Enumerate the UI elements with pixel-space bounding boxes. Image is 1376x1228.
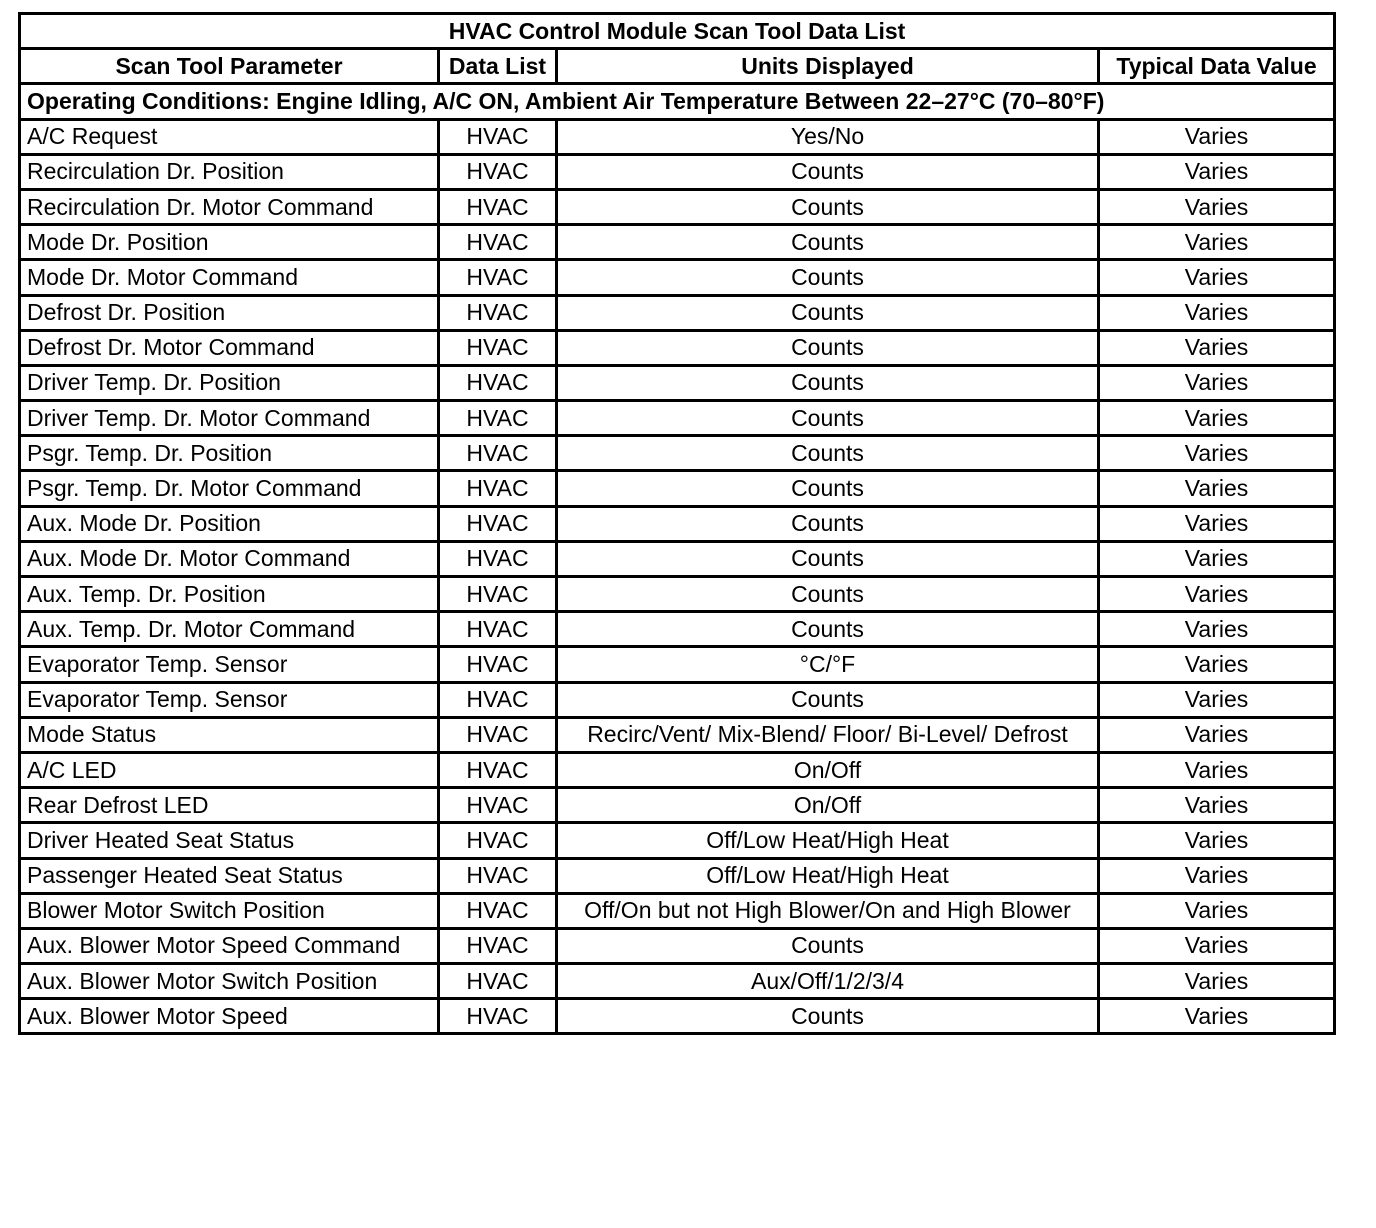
cell-data-list: HVAC	[439, 541, 557, 576]
cell-typical-value: Varies	[1099, 154, 1335, 189]
table-row	[20, 964, 1335, 999]
cell-data-list: HVAC	[439, 999, 557, 1034]
cell-data-list: HVAC	[439, 577, 557, 612]
cell-parameter: Recirculation Dr. Motor Command	[20, 189, 439, 224]
cell-data-list: HVAC	[439, 717, 557, 752]
cell-parameter: Passenger Heated Seat Status	[20, 858, 439, 893]
table-row	[20, 788, 1335, 823]
cell-parameter: Evaporator Temp. Sensor	[20, 647, 439, 682]
table-row	[20, 577, 1335, 612]
cell-parameter: Driver Heated Seat Status	[20, 823, 439, 858]
cell-data-list: HVAC	[439, 893, 557, 928]
cell-typical-value: Varies	[1099, 541, 1335, 576]
cell-parameter: Psgr. Temp. Dr. Position	[20, 436, 439, 471]
cell-typical-value: Varies	[1099, 471, 1335, 506]
header-typical-data-value: Typical Data Value	[1099, 49, 1335, 84]
table-row	[20, 436, 1335, 471]
cell-parameter: Driver Temp. Dr. Motor Command	[20, 401, 439, 436]
table-row	[20, 823, 1335, 858]
cell-typical-value: Varies	[1099, 436, 1335, 471]
cell-typical-value: Varies	[1099, 682, 1335, 717]
cell-units-displayed: Counts	[557, 189, 1099, 224]
table-row	[20, 893, 1335, 928]
cell-units-displayed: Counts	[557, 999, 1099, 1034]
cell-parameter: Driver Temp. Dr. Position	[20, 365, 439, 400]
cell-data-list: HVAC	[439, 752, 557, 787]
cell-parameter: Aux. Blower Motor Speed	[20, 999, 439, 1034]
cell-typical-value: Varies	[1099, 365, 1335, 400]
cell-units-displayed: Aux/Off/1/2/3/4	[557, 964, 1099, 999]
table-row	[20, 752, 1335, 787]
table-row	[20, 119, 1335, 154]
header-units-displayed: Units Displayed	[557, 49, 1099, 84]
cell-parameter: Aux. Blower Motor Switch Position	[20, 964, 439, 999]
cell-typical-value: Varies	[1099, 999, 1335, 1034]
cell-units-displayed: Counts	[557, 541, 1099, 576]
cell-units-displayed: °C/°F	[557, 647, 1099, 682]
cell-typical-value: Varies	[1099, 189, 1335, 224]
cell-parameter: A/C LED	[20, 752, 439, 787]
cell-data-list: HVAC	[439, 154, 557, 189]
cell-units-displayed: Counts	[557, 330, 1099, 365]
cell-typical-value: Varies	[1099, 295, 1335, 330]
cell-data-list: HVAC	[439, 506, 557, 541]
cell-units-displayed: Counts	[557, 577, 1099, 612]
cell-data-list: HVAC	[439, 647, 557, 682]
table-row	[20, 295, 1335, 330]
cell-parameter: Rear Defrost LED	[20, 788, 439, 823]
cell-parameter: Psgr. Temp. Dr. Motor Command	[20, 471, 439, 506]
cell-units-displayed: Counts	[557, 154, 1099, 189]
cell-units-displayed: Off/Low Heat/High Heat	[557, 858, 1099, 893]
cell-typical-value: Varies	[1099, 788, 1335, 823]
cell-parameter: A/C Request	[20, 119, 439, 154]
table-row	[20, 612, 1335, 647]
cell-data-list: HVAC	[439, 788, 557, 823]
table-row	[20, 154, 1335, 189]
table-row	[20, 471, 1335, 506]
header-scan-tool-parameter: Scan Tool Parameter	[20, 49, 439, 84]
table-row	[20, 365, 1335, 400]
table-row	[20, 647, 1335, 682]
cell-typical-value: Varies	[1099, 893, 1335, 928]
cell-data-list: HVAC	[439, 964, 557, 999]
cell-typical-value: Varies	[1099, 577, 1335, 612]
cell-data-list: HVAC	[439, 823, 557, 858]
operating-conditions-row	[20, 84, 1335, 119]
cell-typical-value: Varies	[1099, 260, 1335, 295]
table-row	[20, 330, 1335, 365]
cell-units-displayed: Off/Low Heat/High Heat	[557, 823, 1099, 858]
cell-units-displayed: Counts	[557, 506, 1099, 541]
cell-units-displayed: On/Off	[557, 788, 1099, 823]
cell-parameter: Mode Status	[20, 717, 439, 752]
cell-typical-value: Varies	[1099, 401, 1335, 436]
cell-units-displayed: Counts	[557, 436, 1099, 471]
cell-typical-value: Varies	[1099, 647, 1335, 682]
cell-parameter: Evaporator Temp. Sensor	[20, 682, 439, 717]
cell-typical-value: Varies	[1099, 964, 1335, 999]
cell-parameter: Aux. Temp. Dr. Motor Command	[20, 612, 439, 647]
cell-units-displayed: Counts	[557, 682, 1099, 717]
cell-data-list: HVAC	[439, 858, 557, 893]
cell-parameter: Aux. Mode Dr. Position	[20, 506, 439, 541]
table-row	[20, 189, 1335, 224]
table-header-row	[20, 49, 1335, 84]
table-row	[20, 682, 1335, 717]
cell-parameter: Aux. Blower Motor Speed Command	[20, 928, 439, 963]
cell-data-list: HVAC	[439, 612, 557, 647]
cell-parameter: Defrost Dr. Motor Command	[20, 330, 439, 365]
cell-data-list: HVAC	[439, 682, 557, 717]
cell-typical-value: Varies	[1099, 823, 1335, 858]
cell-typical-value: Varies	[1099, 225, 1335, 260]
cell-data-list: HVAC	[439, 119, 557, 154]
cell-typical-value: Varies	[1099, 752, 1335, 787]
cell-parameter: Recirculation Dr. Position	[20, 154, 439, 189]
cell-data-list: HVAC	[439, 365, 557, 400]
cell-typical-value: Varies	[1099, 928, 1335, 963]
cell-units-displayed: Counts	[557, 295, 1099, 330]
cell-units-displayed: Counts	[557, 612, 1099, 647]
cell-parameter: Mode Dr. Motor Command	[20, 260, 439, 295]
cell-data-list: HVAC	[439, 401, 557, 436]
table-row	[20, 928, 1335, 963]
cell-parameter: Mode Dr. Position	[20, 225, 439, 260]
cell-parameter: Blower Motor Switch Position	[20, 893, 439, 928]
cell-parameter: Aux. Mode Dr. Motor Command	[20, 541, 439, 576]
cell-units-displayed: Counts	[557, 225, 1099, 260]
cell-data-list: HVAC	[439, 260, 557, 295]
cell-units-displayed: Counts	[557, 260, 1099, 295]
cell-data-list: HVAC	[439, 330, 557, 365]
table-row	[20, 401, 1335, 436]
table-row	[20, 225, 1335, 260]
cell-units-displayed: Counts	[557, 365, 1099, 400]
operating-conditions: Operating Conditions: Engine Idling, A/C ON, Ambient Air Temperature Between 22–27°C (70–80°F)	[20, 84, 1335, 119]
cell-units-displayed: Counts	[557, 928, 1099, 963]
cell-data-list: HVAC	[439, 928, 557, 963]
table-row	[20, 858, 1335, 893]
cell-data-list: HVAC	[439, 471, 557, 506]
table-title: HVAC Control Module Scan Tool Data List	[20, 14, 1335, 49]
header-data-list: Data List	[439, 49, 557, 84]
table-row	[20, 260, 1335, 295]
cell-parameter: Defrost Dr. Position	[20, 295, 439, 330]
cell-parameter: Aux. Temp. Dr. Position	[20, 577, 439, 612]
table-body	[20, 119, 1335, 1034]
cell-units-displayed: On/Off	[557, 752, 1099, 787]
cell-units-displayed: Counts	[557, 471, 1099, 506]
cell-data-list: HVAC	[439, 189, 557, 224]
cell-typical-value: Varies	[1099, 858, 1335, 893]
cell-typical-value: Varies	[1099, 612, 1335, 647]
table-row	[20, 717, 1335, 752]
table-row	[20, 541, 1335, 576]
scan-tool-data-table	[18, 12, 1336, 1035]
cell-typical-value: Varies	[1099, 119, 1335, 154]
table-row	[20, 999, 1335, 1034]
cell-typical-value: Varies	[1099, 717, 1335, 752]
cell-typical-value: Varies	[1099, 506, 1335, 541]
cell-units-displayed: Counts	[557, 401, 1099, 436]
table-row	[20, 506, 1335, 541]
cell-data-list: HVAC	[439, 225, 557, 260]
cell-units-displayed: Yes/No	[557, 119, 1099, 154]
table-title-row	[20, 14, 1335, 49]
cell-units-displayed: Off/On but not High Blower/On and High Blower	[557, 893, 1099, 928]
cell-data-list: HVAC	[439, 436, 557, 471]
cell-units-displayed: Recirc/Vent/ Mix-Blend/ Floor/ Bi-Level/ Defrost	[557, 717, 1099, 752]
cell-typical-value: Varies	[1099, 330, 1335, 365]
cell-data-list: HVAC	[439, 295, 557, 330]
